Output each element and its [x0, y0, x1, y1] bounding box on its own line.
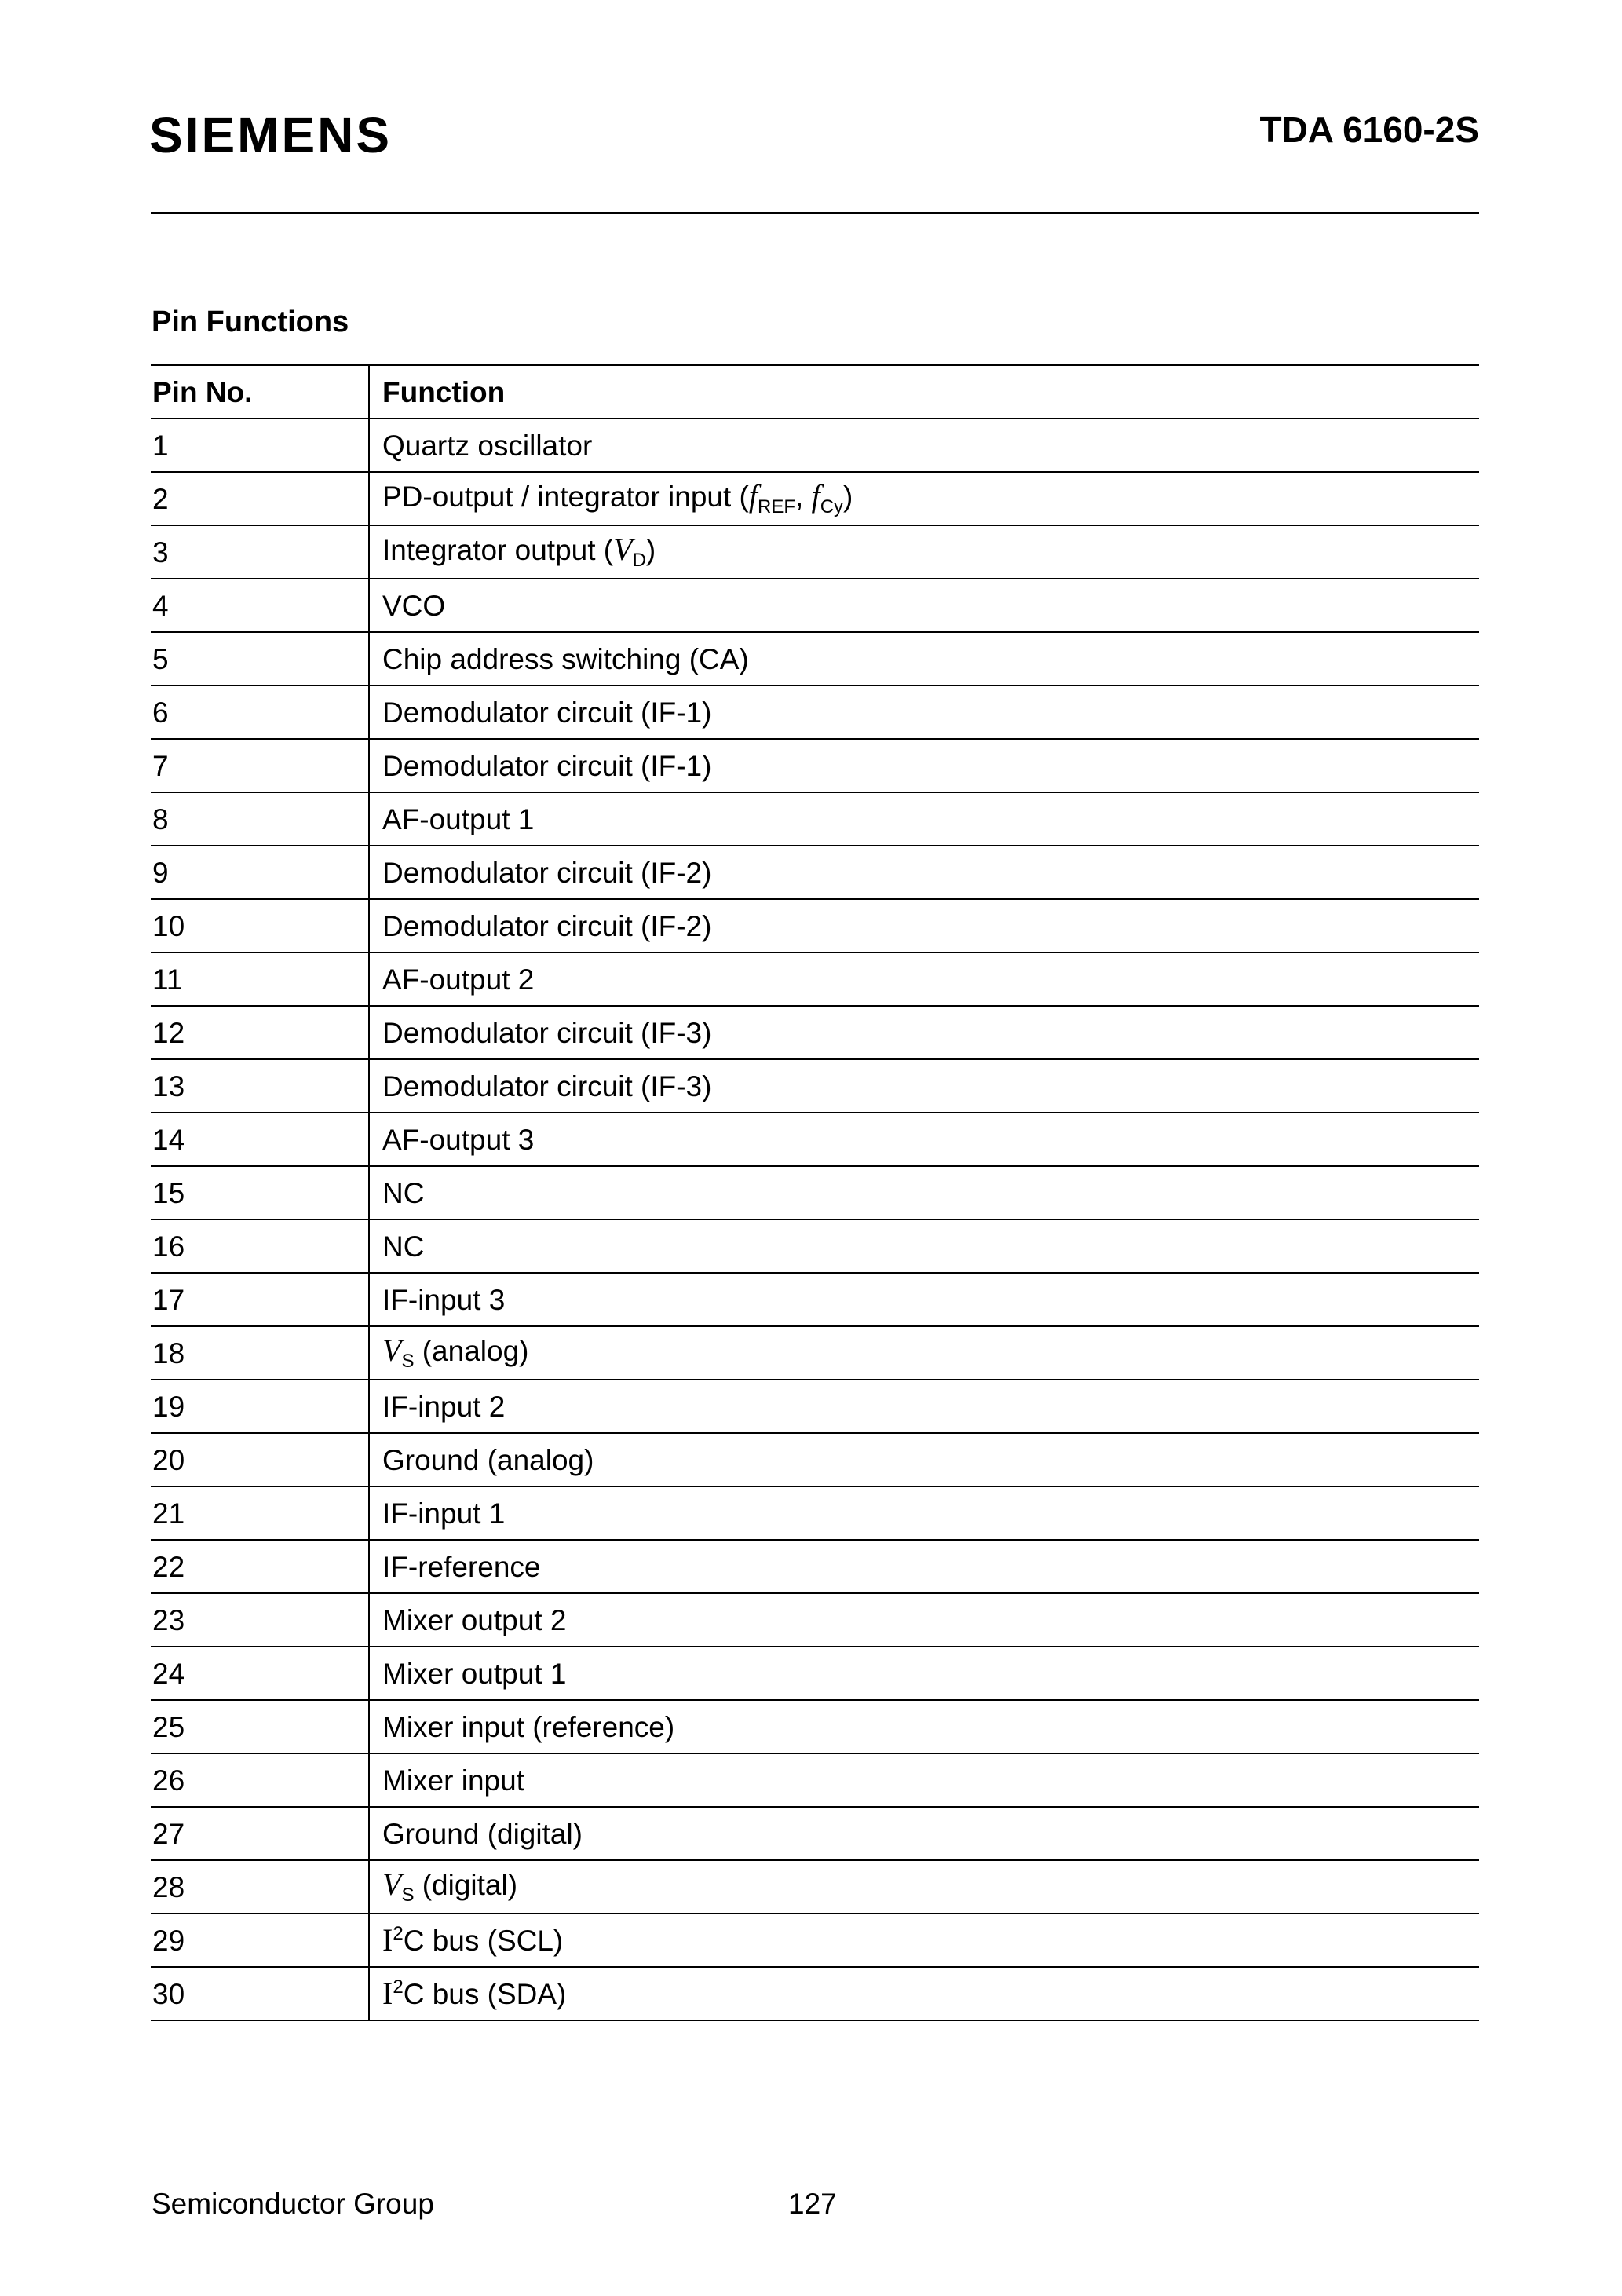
page-number: 127 — [788, 2188, 837, 2220]
table-row — [151, 1647, 1479, 1700]
pin-number: 15 — [151, 1166, 369, 1219]
table-row — [151, 899, 1479, 952]
pin-function: IF-reference — [369, 1540, 1479, 1593]
pin-function: Mixer input — [369, 1753, 1479, 1807]
table-row — [151, 1486, 1479, 1540]
pin-function: Demodulator circuit (IF-3) — [369, 1059, 1479, 1113]
pin-function: Mixer output 1 — [369, 1647, 1479, 1700]
table-row — [151, 1807, 1479, 1860]
pin-number: 4 — [151, 579, 369, 632]
pin-number: 5 — [151, 632, 369, 686]
pin-number: 11 — [151, 952, 369, 1006]
pin-number: 29 — [151, 1914, 369, 1967]
table-row — [151, 739, 1479, 792]
column-header-function: Function — [369, 365, 1479, 419]
pin-function: IF-input 3 — [369, 1273, 1479, 1326]
table-row — [151, 1326, 1479, 1380]
pin-number: 21 — [151, 1486, 369, 1540]
table-row — [151, 1914, 1479, 1967]
table-row — [151, 472, 1479, 525]
pin-number: 25 — [151, 1700, 369, 1753]
table-row — [151, 1059, 1479, 1113]
pin-number: 19 — [151, 1380, 369, 1433]
pin-number: 24 — [151, 1647, 369, 1700]
pin-number: 22 — [151, 1540, 369, 1593]
pin-number: 14 — [151, 1113, 369, 1166]
pin-number: 16 — [151, 1219, 369, 1273]
pin-number: 13 — [151, 1059, 369, 1113]
pin-number: 20 — [151, 1433, 369, 1486]
pin-function: AF-output 2 — [369, 952, 1479, 1006]
column-header-pin: Pin No. — [151, 365, 369, 419]
pin-function: Integrator output $(V_D)$ — [369, 525, 1479, 579]
pin-function: AF-output 1 — [369, 792, 1479, 846]
table-row — [151, 525, 1479, 579]
pin-function: IF-input 1 — [369, 1486, 1479, 1540]
pin-function: Ground (analog) — [369, 1433, 1479, 1486]
pin-number: 1 — [151, 419, 369, 472]
pin-function: Ground (digital) — [369, 1807, 1479, 1860]
pin-function: $V_S$ (analog) — [369, 1326, 1479, 1380]
table-row — [151, 1166, 1479, 1219]
pin-function: Chip address switching (CA) — [369, 632, 1479, 686]
pin-function: Mixer output 2 — [369, 1593, 1479, 1647]
table-row — [151, 579, 1479, 632]
pin-function: NC — [369, 1166, 1479, 1219]
table-row — [151, 792, 1479, 846]
pin-number: 28 — [151, 1860, 369, 1914]
pin-function: $I^2C$ bus (SCL) — [369, 1914, 1479, 1967]
header-divider — [151, 212, 1479, 214]
pin-function: Mixer input (reference) — [369, 1700, 1479, 1753]
pin-number: 18 — [151, 1326, 369, 1380]
table-row — [151, 1860, 1479, 1914]
table-row — [151, 686, 1479, 739]
pin-number: 12 — [151, 1006, 369, 1059]
pin-function: NC — [369, 1219, 1479, 1273]
table-row — [151, 1967, 1479, 2020]
table-row — [151, 1753, 1479, 1807]
table-row — [151, 1380, 1479, 1433]
pin-functions-table — [151, 364, 1479, 2021]
table-row — [151, 1113, 1479, 1166]
table-row — [151, 1593, 1479, 1647]
pin-function: Demodulator circuit (IF-1) — [369, 739, 1479, 792]
pin-function: Quartz oscillator — [369, 419, 1479, 472]
pin-function: Demodulator circuit (IF-1) — [369, 686, 1479, 739]
pin-number: 10 — [151, 899, 369, 952]
pin-number: 6 — [151, 686, 369, 739]
pin-number: 17 — [151, 1273, 369, 1326]
pin-number: 26 — [151, 1753, 369, 1807]
table-row — [151, 632, 1479, 686]
table-row — [151, 1540, 1479, 1593]
pin-number: 30 — [151, 1967, 369, 2020]
footer-publisher: Semiconductor Group — [152, 2188, 434, 2220]
pin-number: 7 — [151, 739, 369, 792]
pin-function: PD-output / integrator input ($f_{REF}$, $f_{Cy}$) — [369, 472, 1479, 525]
pin-function: VCO — [369, 579, 1479, 632]
pin-number: 9 — [151, 846, 369, 899]
pin-number: 27 — [151, 1807, 369, 1860]
table-row — [151, 1273, 1479, 1326]
table-row — [151, 1433, 1479, 1486]
pin-number: 2 — [151, 472, 369, 525]
table-row — [151, 1219, 1479, 1273]
pin-function: IF-input 2 — [369, 1380, 1479, 1433]
pin-function: AF-output 3 — [369, 1113, 1479, 1166]
table-row — [151, 952, 1479, 1006]
pin-function: $I^2C$ bus (SDA) — [369, 1967, 1479, 2020]
pin-function: Demodulator circuit (IF-2) — [369, 846, 1479, 899]
pin-number: 8 — [151, 792, 369, 846]
pin-number: 3 — [151, 525, 369, 579]
pin-function: Demodulator circuit (IF-2) — [369, 899, 1479, 952]
table-header-row — [151, 365, 1479, 419]
pin-function: Demodulator circuit (IF-3) — [369, 1006, 1479, 1059]
document-id: TDA 6160-2S — [1259, 109, 1479, 150]
table-row — [151, 1700, 1479, 1753]
siemens-logo: SIEMENS — [149, 107, 393, 163]
pin-function: $V_S$ (digital) — [369, 1860, 1479, 1914]
section-title: Pin Functions — [152, 305, 349, 338]
table-row — [151, 419, 1479, 472]
table-row — [151, 846, 1479, 899]
pin-number: 23 — [151, 1593, 369, 1647]
table-row — [151, 1006, 1479, 1059]
